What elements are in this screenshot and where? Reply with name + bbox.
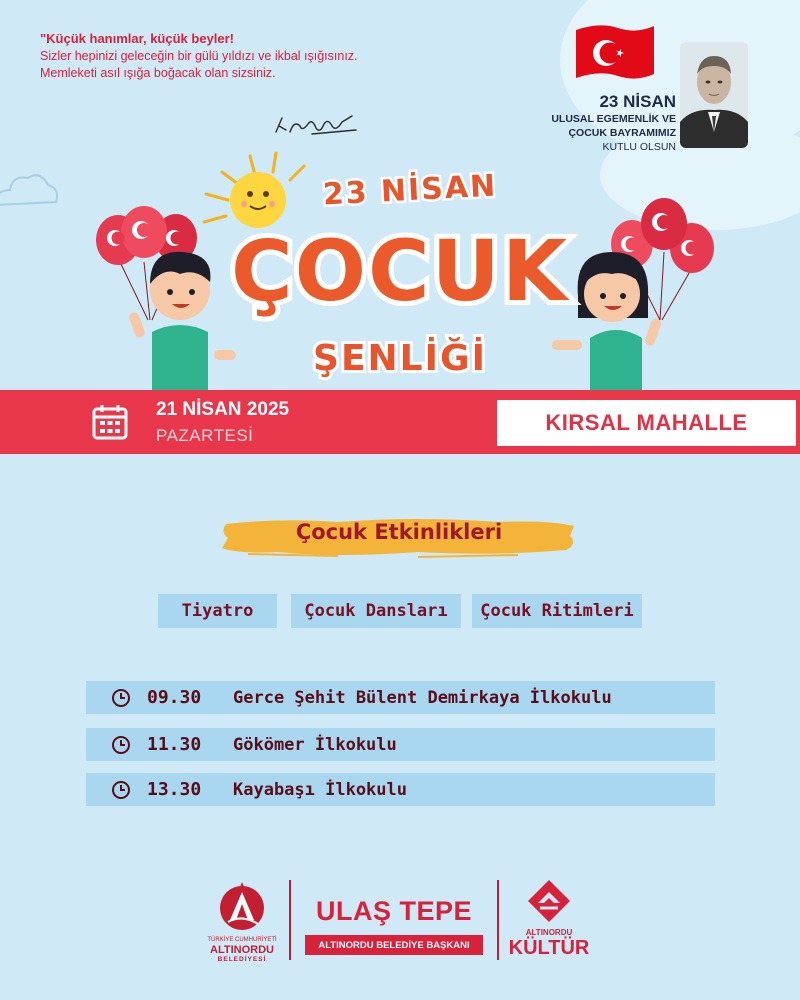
clock-icon (111, 735, 131, 755)
event-day: PAZARTESİ (156, 426, 254, 445)
municipality-logo-name: ALTINORDU (210, 944, 274, 956)
sun-icon (204, 153, 304, 228)
schedule-school: Kayabaşı İlkokulu (233, 779, 407, 800)
quote-line-1: Sizler hepinizi geleceğin bir gülü yıldızı ve ikbal ışığısınız. (40, 49, 358, 63)
headline-top: 23 NİSAN (322, 168, 499, 213)
ataturk-portrait (680, 42, 748, 148)
quote-line-2: Memleketi asıl ışığa boğacak olan sizsiniz. (40, 66, 276, 80)
activities-title: Çocuk Etkinlikleri (295, 520, 503, 544)
activity-chip: Tiyatro (158, 594, 277, 628)
schedule-row (86, 728, 715, 761)
badge-line-3: KUTLU OLSUN (602, 141, 676, 153)
kultur-logo-icon (526, 878, 572, 924)
clock-icon (111, 688, 131, 708)
schedule-time: 09.30 (147, 687, 202, 708)
mayor-title: ALTINORDU BELEDİYE BAŞKANI (318, 939, 470, 951)
event-place: KIRSAL MAHALLE (545, 410, 748, 435)
schedule-row (86, 773, 715, 806)
badge-line-2: ÇOCUK BAYRAMIMIZ (568, 127, 676, 139)
quote-title: "Küçük hanımlar, küçük beyler! (40, 31, 235, 46)
schedule-time: 11.30 (147, 734, 202, 755)
badge-title: 23 NİSAN (599, 92, 676, 111)
schedule-school: Gökömer İlkokulu (233, 734, 397, 755)
kultur-logo-text: KÜLTÜR (508, 937, 590, 959)
kultur-logo-small-text: ALTINORDU (525, 928, 573, 937)
turkish-flag-icon (570, 22, 658, 84)
badge-line-1: ULUSAL EGEMENLİK VE (551, 113, 676, 125)
activity-chip: Çocuk Ritimleri (472, 594, 642, 628)
schedule-time: 13.30 (147, 779, 202, 800)
municipality-logo-small-text: TÜRKİYE CUMHURİYETİ (207, 937, 277, 943)
boy-illustration (128, 252, 236, 390)
mayor-title-box (305, 935, 483, 955)
event-place-box (497, 400, 796, 446)
footer-divider (497, 880, 499, 960)
calendar-icon (92, 404, 128, 440)
activity-chip: Çocuk Dansları (291, 594, 461, 628)
headline-bottom: ŞENLİĞİ (313, 338, 487, 379)
footer-divider (289, 880, 291, 960)
mayor-name: ULAŞ TEPE (315, 896, 473, 926)
headline-main: ÇOCUK (230, 222, 570, 320)
ataturk-quote (40, 30, 440, 82)
clock-icon (111, 780, 131, 800)
municipality-logo-sub: BELEDİYESİ (217, 956, 267, 963)
schedule-school: Gerce Şehit Bülent Demirkaya İlkokulu (233, 687, 612, 708)
festival-headline (0, 150, 800, 395)
national-holiday-badge (520, 92, 676, 154)
event-date: 21 NİSAN 2025 (156, 399, 290, 420)
activity-list (0, 594, 800, 628)
ataturk-signature (272, 112, 358, 138)
schedule-row (86, 681, 715, 714)
